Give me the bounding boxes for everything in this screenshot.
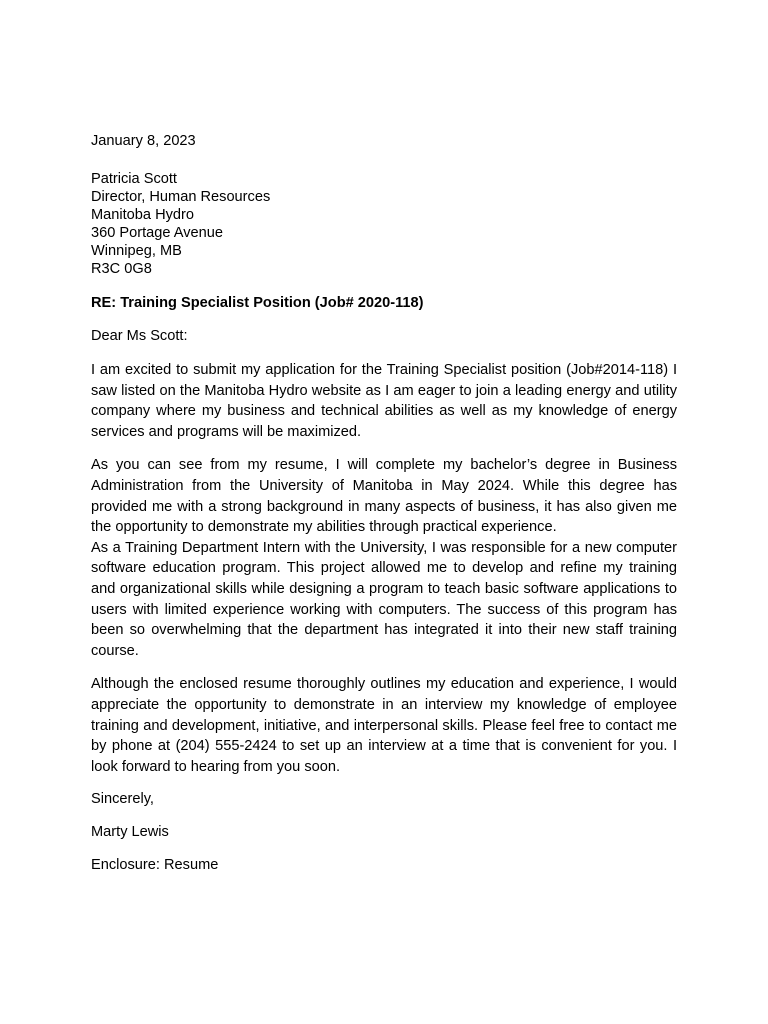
recipient-address xyxy=(91,170,677,278)
subject-line: RE: Training Specialist Position (Job# 2020-118) xyxy=(91,295,424,311)
body-paragraph-intro: I am excited to submit my application for the Training Specialist position (Job#2014-118) I saw listed on the Manitoba Hydro website as I am eager to join a leading energy and utility company where my business and technical abilities as well as my knowledge of energy services and programs will be maximized. xyxy=(91,362,677,440)
body-paragraph-experience: As a Training Department Intern with the University, I was responsible for a new computer software education program. This project allowed me to develop and refine my training and organizational skills while designing a program to teach basic software applications to users with limited experience working with computers. The success of this program has been so overwhelming that the department has integrated it into their new staff training course. xyxy=(91,539,677,659)
enclosure-line: Enclosure: Resume xyxy=(91,857,219,874)
recipient-postal: R3C 0G8 xyxy=(91,261,152,277)
salutation: Dear Ms Scott: xyxy=(91,328,188,344)
signature-name: Marty Lewis xyxy=(91,824,169,841)
body-paragraph-education: As you can see from my resume, I will complete my bachelor’s degree in Business Administration from the University of Manitoba in May 2024. While this degree has provided me with a strong background in many aspects of business, it has also given me the opportunity to demonstrate my abilities through practical experience. xyxy=(91,457,677,536)
recipient-name: Patricia Scott xyxy=(91,171,177,187)
letter-date: January 8, 2023 xyxy=(91,133,196,149)
body-paragraph-closing: Although the enclosed resume thoroughly outlines my education and experience, I would appreciate the opportunity to demonstrate in an interview my knowledge of employee training and development, initiative, and interpersonal skills. Please feel free to contact me by phone at (204) 555-2424 to set up an interview at a time that is convenient for you. I look forward to hearing from you soon. xyxy=(91,676,677,775)
recipient-title: Director, Human Resources xyxy=(91,189,271,205)
recipient-city: Winnipeg, MB xyxy=(91,243,182,259)
complimentary-close: Sincerely, xyxy=(91,791,154,808)
recipient-street: 360 Portage Avenue xyxy=(91,225,223,241)
recipient-company: Manitoba Hydro xyxy=(91,207,195,223)
